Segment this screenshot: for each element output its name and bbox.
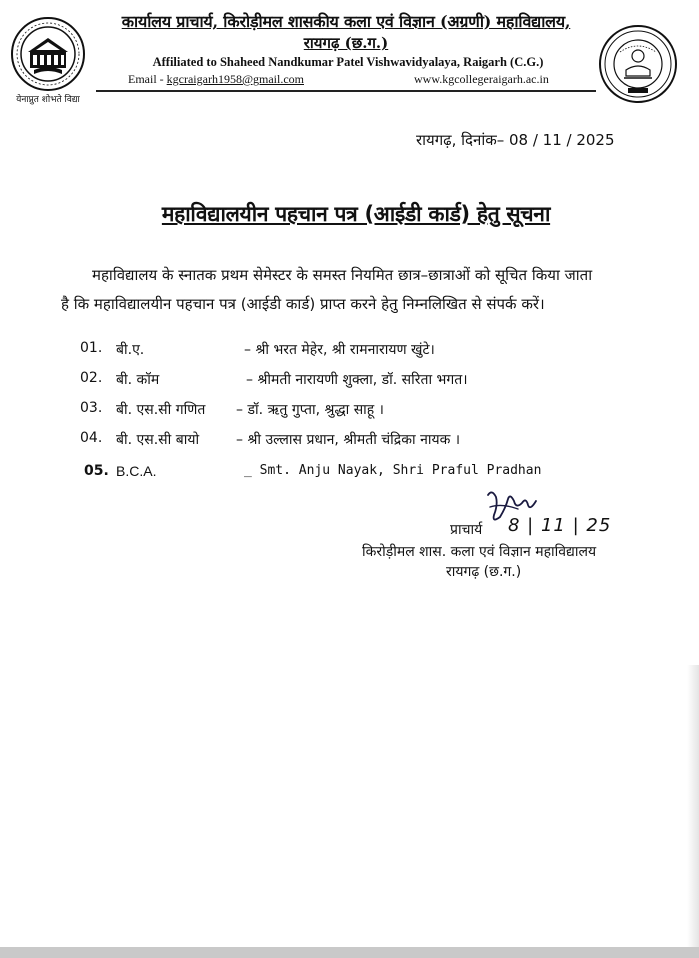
contact-persons: – डॉ. ऋतु गुप्ता, श्रुद्धा साहू । [236, 402, 384, 418]
contact-persons: – श्री भरत मेहेर, श्री रामनारायण खुंटे। [244, 342, 435, 358]
handwritten-date: 8 | 11 | 25 [508, 515, 612, 536]
contact-persons: – श्रीमती नारायणी शुक्ला, डॉ. सरिता भगत। [246, 372, 468, 388]
notice-body-line: महाविद्यालय के स्नातक प्रथम सेमेस्टर के समस्त नियमित छात्र–छात्राओं को सूचित किया जाता [92, 266, 593, 284]
university-seal-right-icon [598, 22, 678, 106]
notice-title: महाविद्यालयीन पहचान पत्र (आईडी कार्ड) हेतु सूचना [161, 202, 551, 226]
header-divider [96, 90, 596, 92]
contact-persons: – श्री उल्लास प्रधान, श्रीमती चंद्रिका नायक । [236, 432, 461, 448]
notice-body-line: है कि महाविद्यालयीन पहचान पत्र (आईडी कार्ड) प्राप्त करने हेतु निम्नलिखित से संपर्क करें। [61, 295, 545, 313]
contact-row [0, 430, 699, 454]
row-number: 05. [84, 463, 109, 479]
email-link[interactable]: kgcraigarh1958@gmail.com [166, 72, 304, 86]
contact-row [0, 463, 699, 487]
row-number: 01. [80, 340, 103, 356]
signatory-city: रायगढ़ (छ.ग.) [446, 564, 522, 580]
course-name: बी. कॉम [116, 372, 160, 388]
row-number: 03. [80, 400, 103, 416]
course-name: बी. एस.सी गणित [116, 402, 206, 418]
contact-row [0, 400, 699, 424]
course-name: बी.ए. [116, 342, 145, 358]
letterhead-title: कार्यालय प्राचार्य, किरोड़ीमल शासकीय कला एवं विज्ञान (अग्रणी) महाविद्यालय, [121, 12, 571, 31]
email-label: Email - [128, 72, 167, 86]
bottom-scan-band [0, 947, 699, 958]
contact-row [0, 340, 699, 364]
signatory-college: किरोड़ीमल शास. कला एवं विज्ञान महाविद्यालय [362, 544, 597, 560]
row-number: 02. [80, 370, 103, 386]
notice-date: रायगढ़, दिनांक– 08 / 11 / 2025 [416, 131, 615, 149]
letterhead-affiliation: Affiliated to Shaheed Nandkumar Patel Vishwavidyalaya, Raigarh (C.G.) [152, 55, 544, 69]
website-link[interactable]: www.kgcollegeraigarh.ac.in [414, 72, 549, 86]
page-edge-shadow [687, 665, 699, 947]
row-number: 04. [80, 430, 103, 446]
college-emblem-left-icon [10, 14, 86, 106]
logo-motto: येनाप्नुत शोभते विद्या [16, 95, 80, 105]
signatory-designation: प्राचार्य [450, 522, 483, 538]
contact-persons: _ Smt. Anju Nayak, Shri Praful Pradhan [244, 463, 542, 478]
letterhead-email [128, 72, 304, 87]
letterhead-place: रायगढ़ (छ.ग.) [303, 34, 389, 52]
course-name: B.C.A. [116, 463, 157, 479]
contact-row [0, 370, 699, 394]
course-name: बी. एस.सी बायो [116, 432, 200, 448]
